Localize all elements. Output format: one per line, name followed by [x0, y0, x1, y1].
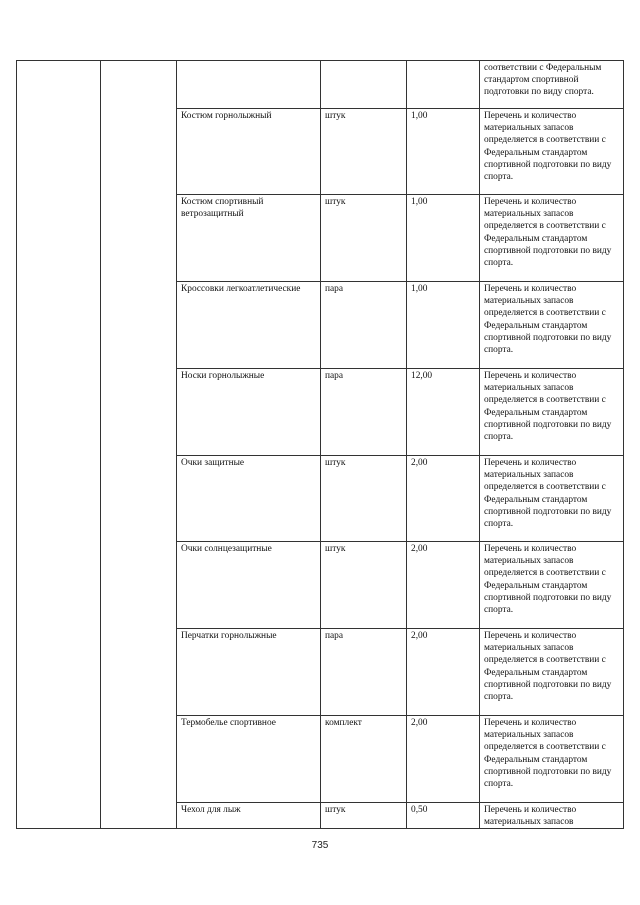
note-cell: Перечень и количество материальных запасов определяется в соответствии с Федеральным стандартом спортивной подготовки по виду спорта. [480, 542, 624, 629]
unit-cell: пара [321, 629, 407, 716]
note-cell: Перечень и количество материальных запасов [480, 803, 624, 829]
note-cell: Перечень и количество материальных запасов определяется в соответствии с Федеральным стандартом спортивной подготовки по виду спорта. [480, 716, 624, 803]
item-name-cell: Очки защитные [177, 456, 321, 542]
item-name-cell: Перчатки горнолыжные [177, 629, 321, 716]
item-name-cell [177, 61, 321, 109]
unit-cell: комплект [321, 716, 407, 803]
note-cell: Перечень и количество материальных запасов определяется в соответствии с Федеральным стандартом спортивной подготовки по виду спорта. [480, 109, 624, 195]
page-number: 735 [311, 840, 329, 851]
unit-cell: штук [321, 195, 407, 282]
note-cell: соответствии с Федеральным стандартом спортивной подготовки по виду спорта. [480, 61, 624, 109]
note-cell: Перечень и количество материальных запасов определяется в соответствии с Федеральным стандартом спортивной подготовки по виду спорта. [480, 369, 624, 456]
note-cell: Перечень и количество материальных запасов определяется в соответствии с Федеральным стандартом спортивной подготовки по виду спорта. [480, 456, 624, 542]
item-name-cell: Носки горнолыжные [177, 369, 321, 456]
unit-cell: пара [321, 369, 407, 456]
item-name-cell: Очки солнцезащитные [177, 542, 321, 629]
equipment-table [16, 60, 624, 829]
item-name-cell: Кроссовки легкоатлетические [177, 282, 321, 369]
merged-cell-col1 [17, 61, 101, 829]
note-cell: Перечень и количество материальных запасов определяется в соответствии с Федеральным стандартом спортивной подготовки по виду спорта. [480, 629, 624, 716]
quantity-cell: 2,00 [407, 629, 480, 716]
item-name-cell: Костюм горнолыжный [177, 109, 321, 195]
item-name-cell: Костюм спортивный ветрозащитный [177, 195, 321, 282]
note-cell: Перечень и количество материальных запасов определяется в соответствии с Федеральным стандартом спортивной подготовки по виду спорта. [480, 282, 624, 369]
unit-cell: штук [321, 456, 407, 542]
item-name-cell: Чехол для лыж [177, 803, 321, 829]
quantity-cell [407, 61, 480, 109]
unit-cell: штук [321, 803, 407, 829]
quantity-cell: 1,00 [407, 195, 480, 282]
unit-cell: штук [321, 542, 407, 629]
table-row-continuation [17, 61, 624, 109]
quantity-cell: 12,00 [407, 369, 480, 456]
unit-cell: пара [321, 282, 407, 369]
item-name-cell: Термобелье спортивное [177, 716, 321, 803]
quantity-cell: 0,50 [407, 803, 480, 829]
quantity-cell: 2,00 [407, 716, 480, 803]
quantity-cell: 2,00 [407, 542, 480, 629]
note-cell: Перечень и количество материальных запасов определяется в соответствии с Федеральным стандартом спортивной подготовки по виду спорта. [480, 195, 624, 282]
unit-cell: штук [321, 109, 407, 195]
quantity-cell: 1,00 [407, 109, 480, 195]
quantity-cell: 2,00 [407, 456, 480, 542]
quantity-cell: 1,00 [407, 282, 480, 369]
unit-cell [321, 61, 407, 109]
merged-cell-col2 [101, 61, 177, 829]
